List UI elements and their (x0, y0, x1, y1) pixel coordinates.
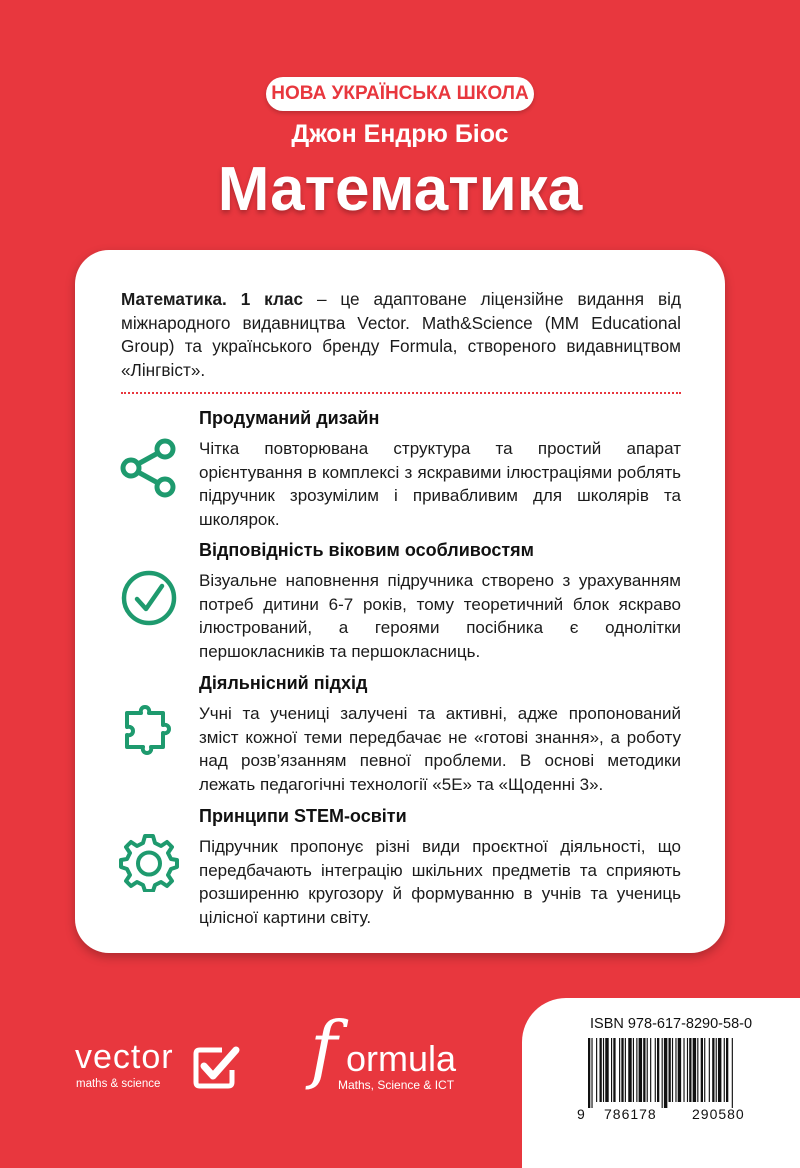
barcode-bar (732, 1038, 733, 1108)
series-badge (266, 77, 534, 111)
barcode-bar (621, 1038, 623, 1102)
barcode-bar (701, 1038, 703, 1102)
barcode-bar (664, 1038, 667, 1108)
series-label: НОВА УКРАЇНСЬКА ШКОЛА (271, 83, 529, 104)
section-title: Відповідність віковим особливостям (199, 540, 534, 560)
section-body: Візуальне наповнення підручника створено з урахуванням потреб дитини 6-7 років, тому теоретичний блок яскраво ілюстрований, а героями посібника є однолітки першокласників та першокласниць. (199, 571, 681, 661)
section-title: Продуманий дизайн (199, 408, 380, 428)
barcode-bar (704, 1038, 705, 1102)
barcode-bar (718, 1038, 721, 1102)
barcode-bar (636, 1038, 637, 1102)
barcode-bar (689, 1038, 691, 1102)
isbn-label: ISBN 978-617-8290-58-0 (590, 1016, 753, 1032)
section-title: Принципи STEM-освіти (199, 806, 407, 826)
barcode-bar (687, 1038, 688, 1102)
vector-wordmark: vector (75, 1038, 174, 1076)
barcode-digit-first: 9 (577, 1106, 585, 1122)
barcode-bar (675, 1038, 676, 1102)
barcode-bar (633, 1038, 634, 1102)
barcode-bar (639, 1038, 642, 1102)
book-title: Математика (217, 155, 583, 224)
barcode-bar (647, 1038, 648, 1102)
intro-paragraph (121, 288, 681, 382)
barcode-bar (605, 1038, 608, 1102)
formula-wordmark: ormula (346, 1038, 457, 1079)
barcode (588, 1038, 734, 1108)
barcode-bar (611, 1038, 612, 1102)
vector-logo (75, 1038, 255, 1098)
intro-text: – це адаптоване ліцензійне видання від міжнародного видавництва Vector. Math&Science (MM Educational Group) та українського бренду Formula, створеного видавництвом «Лінгвіст». (121, 289, 681, 380)
barcode-bar (662, 1038, 663, 1108)
barcode-digits-left: 786178 (604, 1106, 657, 1122)
barcode-bar (596, 1038, 597, 1102)
section-body: Підручник пропонує різні види проєктної діяльності, що передбачають інтеграцію шкільних предметів та сприяють розширенню кругозору й формуванню в учнів та учениць цілісної картини світу. (199, 837, 681, 927)
barcode-bar (588, 1038, 590, 1108)
barcode-bar (716, 1038, 717, 1102)
formula-tagline: Maths, Science & ICT (338, 1078, 455, 1092)
formula-logo (300, 1006, 470, 1100)
section-title: Діяльнісний підхід (199, 673, 368, 693)
barcode-bar (600, 1038, 602, 1102)
dotted-divider (121, 392, 681, 394)
description-card (75, 250, 725, 953)
section-body: Учні та учениці залучені та активні, адже пропонований зміст кожної теми передбачає не «готові знання», а роботу над розв’язанням певної проблеми. В основі методики лежать педагогічні технології «5Е» та «Щоденні 3». (199, 704, 681, 794)
barcode-digits-right: 290580 (692, 1106, 745, 1122)
barcode-bar (591, 1038, 592, 1108)
barcode-bar (712, 1038, 714, 1102)
puzzle-piece-icon (119, 699, 179, 759)
barcode-bar (625, 1038, 626, 1102)
barcode-bar (643, 1038, 645, 1102)
barcode-bar (669, 1038, 671, 1102)
vector-check-icon (192, 1044, 242, 1090)
intro-bold: Математика. 1 клас (121, 289, 304, 309)
barcode-bar (655, 1038, 656, 1102)
vector-tagline: maths & science (76, 1078, 161, 1090)
barcode-bar (683, 1038, 684, 1102)
barcode-bar (693, 1038, 696, 1102)
barcode-bar (678, 1038, 681, 1102)
author-name: Джон Ендрю Біос (291, 120, 509, 148)
barcode-bar (672, 1038, 673, 1102)
gear-icon (119, 832, 179, 892)
barcode-bar (619, 1038, 620, 1102)
checkmark-circle-icon (119, 568, 179, 628)
barcode-bar (613, 1038, 615, 1102)
barcode-bar (697, 1038, 698, 1102)
barcode-bar (724, 1038, 725, 1102)
barcode-bar (726, 1038, 728, 1102)
barcode-bar (603, 1038, 604, 1102)
formula-f-letter: f (310, 1006, 338, 1092)
isbn-block (522, 998, 800, 1168)
barcode-bar (650, 1038, 651, 1102)
barcode-bar (709, 1038, 710, 1102)
barcode-bar (657, 1038, 659, 1102)
barcode-bar (628, 1038, 631, 1102)
share-network-icon (119, 438, 179, 498)
section-body: Чітка повторювана структура та простий апарат орієнтування в комплексі з яскравими ілюстраціями роблять підручник зрозумілим і привабливим для школярів та школярок. (199, 439, 681, 529)
